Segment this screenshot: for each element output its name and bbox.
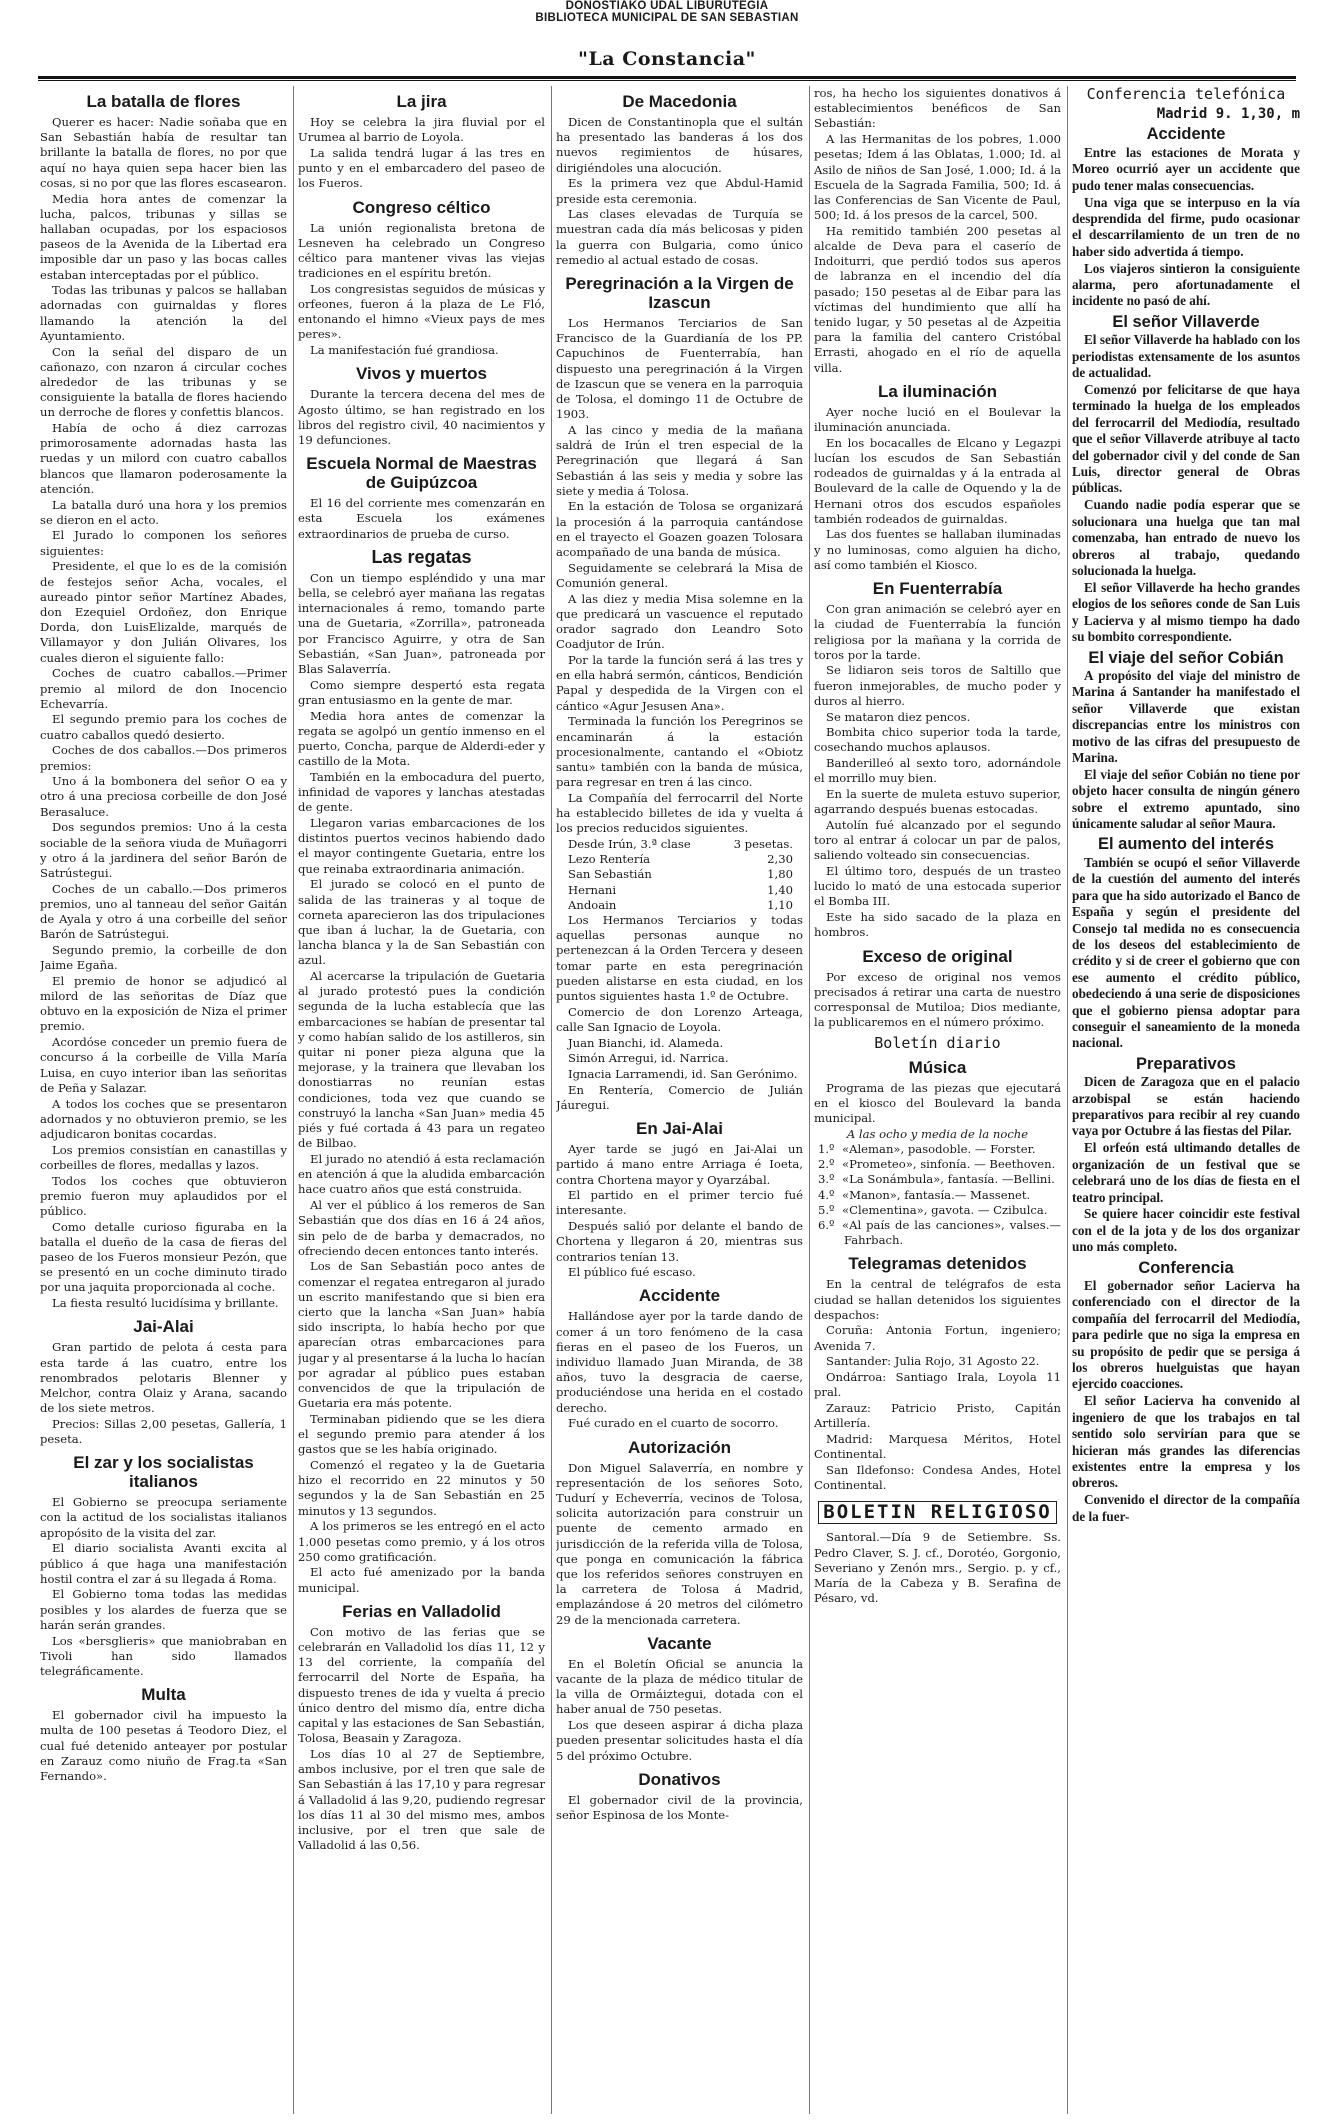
heading-accidente-telegram: Accidente xyxy=(1146,125,1226,144)
paragraph: Como siempre despertó esta regata gran entusiasmo en la gente de mar. xyxy=(298,677,545,707)
paragraph: Presidente, el que lo es de la comisión de festejos señor Acha, vocales, el aureado pintor señor Martínez Abades, don Ezequiel Ordoñez, don Enrique Dorda, don LuisElizalde, marqués de Villamayor y don Julián Olivares, los cuales dieron el siguiente fallo: xyxy=(40,559,287,665)
paragraph: El gobernador civil ha impuesto la multa de 100 pesetas á Teodoro Diez, el cual fué detenido anteayer por postular en Zarauz como niuño de Frag.ta «San Fernando». xyxy=(40,1708,287,1784)
fare-price: 1,80 xyxy=(767,867,793,882)
heading-en-jai-alai: En Jai-Alai xyxy=(636,1119,723,1139)
masthead xyxy=(0,0,1334,70)
paragraph: Los de San Sebastián poco antes de comenzar el regatea entregaron al jurado un escrito manifestando que si bien era cierto que la lancha «San Juan» había sido inscripta, lo había hecho por que aparecían otras embarcaciones para jugar y al presentarse á la lucha lo hacían por agradar al público pues estaban convencidos de que la tripulación de Guetaria era más potente. xyxy=(298,1259,545,1411)
paragraph: El Gobierno toma todas las medidas posibles y los alardes de fuerza que se harán serán grandes. xyxy=(40,1587,287,1632)
paragraph: Seguidamente se celebrará la Misa de Comunión general. xyxy=(556,560,803,590)
list-item xyxy=(814,1172,1061,1187)
paragraph: Gran partido de pelota á cesta para esta tarde á las cuatro, entre los renombrados pelotaris Blenner y Melchor, contra Olaiz y Arana, sacando de los siete metros. xyxy=(40,1340,287,1416)
heading-preparativos: Preparativos xyxy=(1136,1054,1236,1073)
paragraph: A todos los coches que se presentaron adornados y no obtuvieron premio, se les adjudicaron bonitas cocardas. xyxy=(40,1096,287,1141)
paragraph: Ondárroa: Santiago Irala, Loyola 11 pral. xyxy=(814,1370,1061,1400)
paragraph: El Jurado lo componen los señores siguientes: xyxy=(40,528,287,558)
paragraph: Convenido el director de la compañía de la fuer- xyxy=(1072,1492,1300,1524)
heading-vacante: Vacante xyxy=(647,1633,712,1653)
paragraph: Una viga que se interpuso en la vía desprendida del firme, pudo ocasionar el descarrilamiento de un tren de no haber sido advertida á tiempo. xyxy=(1072,194,1300,259)
paragraph: A propósito del viaje del ministro de Marina á Santander ha manifestado el señor Villaverde que existan discrepancias entre los ministros con motivo de las cifras del presupuesto de Marina. xyxy=(1072,667,1300,765)
list-item xyxy=(814,1188,1061,1203)
paragraph: Los «bersglieris» que maniobraban en Tivoli han sido llamados telegráficamente. xyxy=(40,1633,287,1678)
paragraph: Al acercarse la tripulación de Guetaria al jurado protestó pues la condición segunda de la lucha establecía que las embarcaciones se habían de presentar tal y como habían salido de los astilleros, sin quitar ni poner pieza alguna que la mejorase, y la trainera que llevaban los donostiarras no reunían estas condiciones, toda vez que cuando se construyó la lancha «San Juan» media 45 piés y fué cortada á 43 para un regateo de Bilbao. xyxy=(298,969,545,1151)
fare-price: 1,40 xyxy=(767,882,793,897)
paragraph: Autolín fué alcanzado por el segundo toro al entrar á colocar un par de palos, saliendo volteado sin consecuencias. xyxy=(814,817,1061,863)
paragraph: Por exceso de original nos vemos precisados á retirar una carta de nuestro corresponsal de Mutiloa; Dios mediante, la publicaremos en el número próximo. xyxy=(814,969,1061,1030)
item-number: 6.º xyxy=(818,1217,835,1232)
heading-donativos: Donativos xyxy=(638,1769,721,1789)
paragraph: Ha remitido también 200 pesetas al alcalde de Deva para el caserío de Indoiturri, que perdió todos sus aperos de labranza en el incendio del día pasado; 150 pesetas al de Eibar para las víctimas del hundimiento que allí ha tenido lugar, y 50 pesetas al de Azpeitia para la familia del cantero Cristóbal Errasti, ahogado en el río de aquella villa. xyxy=(814,223,1061,375)
paragraph: Se mataron diez pencos. xyxy=(826,709,971,724)
music-program xyxy=(814,1142,1061,1248)
paragraph: Dos segundos premios: Uno á la cesta sociable de la señora viuda de Muñagorri y otro á la jardinera del señor Barón de Satrústegui. xyxy=(40,820,287,880)
paragraph: Ignacia Larramendi, id. San Gerónimo. xyxy=(568,1066,798,1081)
paragraph: A las cinco y media de la mañana saldrá de Irún el tren especial de la Peregrinación que llegará á San Sebastián á las seis y media y sobre las siete y media á Tolosa. xyxy=(556,422,803,498)
paragraph: El Gobierno se preocupa seriamente con la actitud de los socialistas italianos apropósito de la visita del zar. xyxy=(40,1495,287,1540)
paragraph: Dicen de Zaragoza que en el palacio arzobispal se están haciendo preparativos para recibir al rey cuando vaya por Octubre á las fiestas del Pilar. xyxy=(1072,1074,1300,1139)
item-number: 5.º xyxy=(818,1202,835,1217)
paragraph: Se lidiaron seis toros de Saltillo que fueron inmejorables, de mucho poder y duros al hierro. xyxy=(814,663,1061,708)
paragraph: Con gran animación se celebró ayer en la ciudad de Fuenterrabía la función religiosa por la mañana y la corrida de toros por la tarde. xyxy=(814,602,1061,662)
column-2 xyxy=(298,86,545,2116)
column-4 xyxy=(814,86,1061,2116)
paragraph: En la central de telégrafos de esta ciudad se hallan detenidos los siguientes despachos: xyxy=(814,1277,1061,1322)
paragraph: Con la señal del disparo de un cañonazo, con nzaron á circular coches alrededor de las tribunas y se consiguiente la batalla de flores haciendo un derroche de flores y confettis blancos. xyxy=(40,344,287,420)
paragraph: Acordóse conceder un premio fuera de concurso á la corbeille de Villa María Luisa, en cuyo interior iban las señoritas de Peña y Salazar. xyxy=(40,1035,287,1095)
heading-ferias-valladolid: Ferias en Valladolid xyxy=(342,1601,501,1621)
paragraph: El jurado no atendió á esta reclamación en atención á que la aludida embarcación hace cuatro años que está construida. xyxy=(298,1151,545,1197)
music-time: A las ocho y media de la noche xyxy=(846,1126,1029,1141)
paragraph: Media hora antes de comenzar la lucha, palcos, tribunas y sillas se hallaban ocupadas, por los espaciosos paseos de la Avenida de la Libertad era imposible dar un paso y las bocas calles estaban interceptadas por el público. xyxy=(40,191,287,282)
heading-senor-villaverde: El señor Villaverde xyxy=(1112,312,1260,331)
paragraph: Precios: Sillas 2,00 pesetas, Gallería, 1 peseta. xyxy=(40,1416,287,1447)
heading-peregrinacion: Peregrinación a la Virgen de Izascun xyxy=(565,274,794,313)
column-1 xyxy=(40,86,287,2116)
heading-accidente: Accidente xyxy=(638,1286,721,1306)
heading-la-jira: La jira xyxy=(396,92,447,111)
paragraph: El viaje del señor Cobián no tiene por objeto hacer consulta de ningún género sobre el extremo apuntado, sino únicamente saludar al señor Maura. xyxy=(1072,766,1300,832)
item-text: «Manon», fantasía.— Massenet. xyxy=(842,1187,1031,1202)
paragraph: Querer es hacer: Nadie soñaba que en San Sebastián había de resultar tan brillante la batalla de flores, no por que aquí no haya quien sepa hacer bien las cosas, si no por que las flores escasearon. xyxy=(40,115,287,190)
paragraph: ros, ha hecho los siguientes donativos á establecimientos benéficos de San Sebastián: xyxy=(814,86,1061,131)
paragraph: También se ocupó el señor Villaverde de la cuestión del aumento del interés para que ha sido autorizado el Banco de España y según el presidente del Consejo tal medida no es consecuencia de los deseos del establecimiento de crédito y si de creer el gobierno que con ese aumento el crédito público, obedeciendo á una serie de disposiciones que el gobierno piensa adoptar para conseguir el saneamiento de la moneda nacional. xyxy=(1072,854,1300,1051)
paragraph: La manifestación fué grandiosa. xyxy=(310,343,499,358)
paragraph: Es la primera vez que Abdul-Hamid preside esta ceremonia. xyxy=(556,176,803,206)
column-divider xyxy=(551,86,552,2114)
paragraph: Los que deseen aspirar á dicha plaza pueden presentar solicitudes hasta el día 5 del próximo Octubre. xyxy=(556,1718,803,1763)
archive-line-1: DONOSTIAKO UDAL LIBURUTEGIA xyxy=(565,0,769,12)
paragraph: Todas las tribunas y palcos se hallaban adornadas con guirnaldas y flores llamando la atención la del Ayuntamiento. xyxy=(40,283,287,343)
paragraph: La Compañía del ferrocarril del Norte ha establecido billetes de ida y vuelta á los precios reducidos siguientes. xyxy=(556,790,803,836)
paragraph: Después salió por delante el bando de Chortena y llegaron á 20, mientras sus contrarios tenían 13. xyxy=(556,1219,803,1264)
fare-price: 3 pesetas. xyxy=(733,836,793,851)
heading-zar-socialistas: El zar y los socialistas italianos xyxy=(73,1453,254,1492)
paragraph: Este ha sido sacado de la plaza en hombros. xyxy=(814,910,1061,940)
heading-exceso-de-original: Exceso de original xyxy=(862,946,1013,966)
paragraph: Comercio de don Lorenzo Arteaga, calle San Ignacio de Loyola. xyxy=(556,1004,803,1034)
heading-aumento-interes: El aumento del interés xyxy=(1097,835,1275,854)
heading-autorizacion: Autorización xyxy=(628,1437,731,1457)
paragraph: Hallándose ayer por la tarde dando de comer á un toro fenómeno de la casa fieras en el paseo de los Fueros, un individuo llamado Juan Miranda, de 38 años, tuvo la desgracia de caerse, produciéndose una herida en el costado derecho. xyxy=(556,1309,803,1415)
item-number: 4.º xyxy=(818,1187,835,1202)
paragraph: San Ildefonso: Condesa Andes, Hotel Continental. xyxy=(814,1462,1061,1492)
list-item xyxy=(814,1142,1061,1157)
dateline: Madrid 9. 1,30, m xyxy=(1156,106,1300,122)
item-text: «La Sonámbula», fantasía. —Bellini. xyxy=(842,1172,1055,1187)
paragraph: Zarauz: Patricio Pristo, Capitán Artillería. xyxy=(814,1400,1061,1431)
column-divider xyxy=(809,86,810,2114)
heading-multa: Multa xyxy=(141,1685,186,1705)
heading-telegramas-detenidos: Telegramas detenidos xyxy=(848,1254,1027,1274)
fare-station: Hernani xyxy=(568,882,617,897)
paragraph: Con motivo de las ferias que se celebrarán en Valladolid los días 11, 12 y 13 del corriente, la compañía del ferrocarril del Norte de España, ha dispuesto trenes de ida y vuelta á precio único dentro del mismo día, entre dicha capital y las estaciones de San Sebastián, Tolosa, Beasain y Zaragoza. xyxy=(298,1624,545,1746)
column-divider xyxy=(293,86,294,2114)
paragraph: A las diez y media Misa solemne en la que predicará un vascuence el reputado orador sagrado don Leandro Soto Coadjutor de Irún. xyxy=(556,591,803,652)
heading-vivos-y-muertos: Vivos y muertos xyxy=(355,364,488,384)
item-text: «Aleman», pasodoble. — Forster. xyxy=(842,1141,1036,1156)
paragraph: El premio de honor se adjudicó al milord de las señoritas de Díaz que obtuvo en la exposición de Niza el primer premio. xyxy=(40,973,287,1034)
heading-viaje-cobian: El viaje del señor Cobián xyxy=(1088,648,1284,667)
paragraph: Los días 10 al 27 de Septiembre, ambos inclusive, por el tren que sale de San Sebastián á las 17,10 y para regresar á Valladolid á las 9,20, pudiendo regresar los días 11 al 30 del mismo mes, ambos inclusive, por el tren que sale de Valladolid á las 0,56. xyxy=(298,1747,545,1853)
paragraph: Con un tiempo espléndido y una mar bella, se celebró ayer mañana las regatas internacionales á remo, tomando parte una de Guetaria, «Zorrilla», patroneada por Francisco Aguirre, y otra de San Sebastián, «San Juan», patroneada por Blas Salaverría. xyxy=(298,570,545,676)
paragraph: Simón Arregui, id. Narrica. xyxy=(568,1051,729,1066)
paragraph: El gobernador civil de la provincia, señor Espinosa de los Monte- xyxy=(556,1792,803,1822)
paragraph: El diario socialista Avanti excita al público á que haga una manifestación hostil contra el zar á su llegada á Roma. xyxy=(40,1541,287,1586)
paragraph: Había de ocho á diez carrozas primorosamente adornadas hasta las ruedas y un milord con cuatro caballos blancos que llamaron poderosamente la atención. xyxy=(40,421,287,496)
heading-en-fuenterrabia: En Fuenterrabía xyxy=(872,579,1003,599)
paragraph: Ayer noche lució en el Boulevar la iluminación anunciada. xyxy=(814,404,1061,435)
item-text: «Al país de las canciones», valses.—Fahrbach. xyxy=(842,1217,1061,1248)
paragraph: El orfeón está ultimando detalles de organización de un festival que se celebrará uno de los días de fiesta en el teatro principal. xyxy=(1072,1140,1300,1205)
fare-station: San Sebastián xyxy=(568,867,652,882)
paragraph: Los Hermanos Terciarios de San Francisco de la Guardianía de los PP. Capuchinos de Fuenterrabía, han dispuesto una peregrinación á la Virgen de Izascun que se venera en la parroquia de Tolosa, el domingo 11 de Octubre de 1903. xyxy=(556,316,803,422)
paragraph: En la estación de Tolosa se organizará la procesión á la parroquia cantándose en el trayecto el Goazen goazen Tolosara acompañado de una banda de música. xyxy=(556,499,803,560)
fare-table xyxy=(556,837,803,913)
paragraph: Coches de un caballo.—Dos primeros premios, uno al tanneau del señor Gaitán de Ayala y otro á una corbeille del señor Barón de Satrústegui. xyxy=(40,881,287,942)
paragraph: Los congresistas seguidos de músicas y orfeones, fueron á la plaza de Le Fló, entonando el himno «Vieux pays de mes peres». xyxy=(298,281,545,342)
paragraph: Comenzó el regateo y la de Guetaria hizo el recorrido en 22 minutos y 50 segundos y la de San Sebastián en 25 minutos y 13 segundos. xyxy=(298,1458,545,1518)
paragraph: El último toro, después de un trasteo lucido lo mató de una estocada superior el Bomba III. xyxy=(814,864,1061,909)
paragraph: Coches de dos caballos.—Dos primeros premios: xyxy=(40,743,287,773)
paragraph: El señor Lacierva ha convenido al ingeniero de que los trabajos en tal sentido solo servirían para que se hicieran más grandes las diferencias existentes entre la empresa y los obreros. xyxy=(1072,1393,1300,1491)
paragraph: Bombita chico superior toda la tarde, cosechando muchos aplausos. xyxy=(814,725,1061,755)
heading-las-regatas: Las regatas xyxy=(371,546,472,567)
paragraph: Las clases elevadas de Turquía se muestran cada día más belicosas y piden la guerra con Bulgaria, como único remedio al actual estado de cosas. xyxy=(556,207,803,267)
paragraph: Santoral.—Día 9 de Setiembre. Ss. Pedro Claver, S. J. cf., Dorotéo, Gorgonio, Severiano y Zenón mrs., Sergio. p. y cf., María de la Cabeza y B. Serafina de Pésaro, vd. xyxy=(814,1530,1061,1606)
paragraph: En el Boletín Oficial se anuncia la vacante de la plaza de médico titular de la villa de Ormáiztegui, dotada con el haber anual de 750 pesetas. xyxy=(556,1656,803,1717)
heading-musica: Música xyxy=(908,1057,967,1077)
paragraph: Segundo premio, la corbeille de don Jaime Egaña. xyxy=(40,942,287,973)
paragraph: Santander: Julia Rojo, 31 Agosto 22. xyxy=(826,1354,1040,1369)
heading-conferencia-telefonica: Conferencia telefónica xyxy=(1086,86,1286,103)
paragraph: A las Hermanitas de los pobres, 1.000 pesetas; Idem á las Oblatas, 1.000; Id. al Asilo de niños de San José, 1.000; Id. á la Escuela de la Sagrada Familia, 500; Id. á las Conferencias de San Vicente de Paul, 500; Id. á los presos de la carcel, 500. xyxy=(814,132,1061,223)
item-number: 2.º xyxy=(818,1157,835,1172)
paragraph: Los premios consistían en canastillas y corbeilles de flores, medallas y lazos. xyxy=(40,1142,287,1172)
item-text: «Prometeo», sinfonía. — Beethoven. xyxy=(842,1157,1056,1172)
masthead-rule xyxy=(38,76,1296,81)
heading-escuela-normal: Escuela Normal de Maestras de Guipúzcoa xyxy=(306,454,537,493)
paragraph: El acto fué amenizado por la banda municipal. xyxy=(298,1565,545,1595)
paragraph: El señor Villaverde ha hecho grandes elogios de los señores conde de San Luis y Lacierva y al mismo tiempo ha dado su bombito correspondiente. xyxy=(1072,579,1300,645)
heading-de-macedonia: De Macedonia xyxy=(622,92,737,111)
newspaper-title: "La Constancia" xyxy=(578,48,756,70)
paragraph: Uno á la bombonera del señor O ea y otro á una preciosa corbeille de don José Berasaluce. xyxy=(40,774,287,819)
paragraph: Banderilleó al sexto toro, adornándole el morrillo muy bien. xyxy=(814,756,1061,786)
paragraph: El partido en el primer tercio fué interesante. xyxy=(556,1188,803,1218)
fare-station: Andoain xyxy=(568,897,617,912)
column-3 xyxy=(556,86,803,2116)
paragraph: También en la embocadura del puerto, infinidad de vapores y lanchas atestadas de gente. xyxy=(298,769,545,815)
paragraph: Fué curado en el cuarto de socorro. xyxy=(568,1416,779,1431)
archive-line-2: BIBLIOTECA MUNICIPAL DE SAN SEBASTIAN xyxy=(535,12,799,24)
paragraph: La unión regionalista bretona de Lesneven ha celebrado un Congreso céltico para mantener vivas las viejas tradiciones en el espíritu bretón. xyxy=(298,220,545,281)
list-item xyxy=(814,1203,1061,1218)
item-number: 1.º xyxy=(818,1141,835,1156)
fare-price: 2,30 xyxy=(767,852,793,867)
heading-boletin-diario: Boletín diario xyxy=(874,1034,1001,1053)
paragraph: La fiesta resultó lucidísima y brillante. xyxy=(52,1296,279,1311)
paragraph: El jurado se colocó en el punto de salida de las traineras y al toque de corneta aparecieron las dos tripulaciones que iban á luchar, la de Guetaria, con lancha blanca y la de San Sebastián con azul. xyxy=(298,877,545,968)
paragraph: En Rentería, Comercio de Julián Jáuregui. xyxy=(556,1082,803,1112)
paragraph: Juan Bianchi, id. Alameda. xyxy=(568,1035,724,1050)
paragraph: El 16 del corriente mes comenzarán en esta Escuela los exámenes extraordinarios de prueba de curso. xyxy=(298,496,545,541)
paragraph: El público fué escaso. xyxy=(568,1265,696,1280)
paragraph: Las dos fuentes se hallaban iluminadas y no luminosas, como alguien ha dicho, así como también el Kiosco. xyxy=(814,527,1061,572)
paragraph: En los bocacalles de Elcano y Legazpi lucían los escudos de San Sebastián rodeados de guirnaldas y á la entrada al Boulevard de la calle de Oquendo y la de Hernani otros dos escudos españoles también rodeados de guirnaldas. xyxy=(814,435,1061,526)
paragraph: Hoy se celebra la jira fluvial por el Urumea al barrio de Loyola. xyxy=(298,115,545,145)
fare-station: Desde Irún, 3.ª clase xyxy=(568,836,691,851)
paragraph: El segundo premio para los coches de cuatro caballos quedó desierto. xyxy=(40,712,287,742)
paragraph: Llegaron varias embarcaciones de los distintos puertos vecinos habiendo dado el mayor contingente Guetaria, entre los que reinaba extraordinaria animación. xyxy=(298,816,545,876)
paragraph: Los viajeros sintieron la consiguiente alarma, pero afortunadamente el incidente no pasó de ahí. xyxy=(1072,260,1300,309)
heading-batalla-de-flores: La batalla de flores xyxy=(86,92,241,111)
paragraph: Comenzó por felicitarse de que haya terminado la huelga de los empleados del ferrocarril del Mediodía, resultado que el señor Villaverde atribuye al tacto del gobernador civil y del conde de San Luis, director general de Obras públicas. xyxy=(1072,382,1300,496)
paragraph: Terminaban pidiendo que se les diera el segundo premio para atender á los gastos que se les había originado. xyxy=(298,1411,545,1457)
paragraph: Todos los coches que obtuvieron premio fueron muy aplaudidos por el público. xyxy=(40,1173,287,1218)
paragraph: El señor Villaverde ha hablado con los periodistas extensamente de los asuntos de actualidad. xyxy=(1072,332,1300,381)
paragraph: Durante la tercera decena del mes de Agosto último, se han registrado en los libros del registro civil, 40 nacimientos y 19 defunciones. xyxy=(298,387,545,447)
fare-station: Lezo Rentería xyxy=(568,852,651,867)
paragraph: Programa de las piezas que ejecutará en el kiosco del Boulevard la banda municipal. xyxy=(814,1080,1061,1125)
paragraph: Cuando nadie podía esperar que se solucionara una huelga que tan mal comenzaba, han entrado de nuevo los obreros al trabajo, quedando solucionada la huelga. xyxy=(1072,497,1300,578)
item-text: «Clementina», gavota. — Czibulca. xyxy=(842,1202,1048,1217)
paragraph: En la suerte de muleta estuvo superior, agarrando después buenas estocadas. xyxy=(814,787,1061,817)
column-5 xyxy=(1072,86,1300,2116)
paragraph: Los Hermanos Terciarios y todas aquellas personas aunque no pertenezcan á la Orden Tercera y deseen tomar parte en esta peregrinación pueden alistarse en esta ciudad, en los puntos siguientes hasta 1.º de Octubre. xyxy=(556,912,803,1003)
paragraph: Por la tarde la función será á las tres y en ella habrá sermón, cánticos, Bendición Papal y despedida de la Virgen con el cántico «Agur Jesusen Ana». xyxy=(556,653,803,713)
paragraph: Al ver el público á los remeros de San Sebastián que dos días en 16 á 24 años, sin pelo de de barba y demacrados, no ofreciendo decen entonces tanto interés. xyxy=(298,1198,545,1258)
heading-conferencia: Conferencia xyxy=(1138,1258,1234,1277)
paragraph: Coches de cuatro caballos.—Primer premio al milord de don Inocencio Echevarría. xyxy=(40,666,287,711)
paragraph: Media hora antes de comenzar la regata se agolpó un gentío inmenso en el puerto, Concha, parque de Alderdi-eder y castillo de la Mota. xyxy=(298,708,545,769)
paragraph: La salida tendrá lugar á las tres en punto y en el embarcadero del paseo de los Fueros. xyxy=(298,145,545,191)
paragraph: Como detalle curioso figuraba en la batalla el dueño de la casa de fieras del paseo de los Fueros monsieur Pezón, que se presentó en un coche diminuto tirado por una jaquita proporcionada al coche. xyxy=(40,1219,287,1295)
paragraph: Don Miguel Salaverría, en nombre y representación de los señores Soto, Tudurí y Echeverría, vecinos de Tolosa, solicita autorización para construir un puente de cemento armado en jurisdicción de la referida villa de Tolosa, que ponga en comunicación la fábrica que los referidos señores construyen en la carretera de Tolosa á Madrid, emplazándose á 20 metros del cilómetro 29 de la mencionada carretera. xyxy=(556,1460,803,1627)
paragraph: Dicen de Constantinopla que el sultán ha presentado las banderas á los dos nuevos regimientos de húsares, dirigiéndoles una alocución. xyxy=(556,115,803,175)
item-number: 3.º xyxy=(818,1172,835,1187)
list-item xyxy=(814,1218,1061,1248)
paragraph: El gobernador señor Lacierva ha conferenciado con el director de la compañía del ferrocarril del Mediodía, para pedirle que no siga la empresa en su propósito de pedir que se persiga á los obreros huelguistas que hayan ejercido coacciones. xyxy=(1072,1278,1300,1392)
paragraph: A los primeros se les entregó en el acto 1.000 pesetas como premio, y á los otros 250 como gratificación. xyxy=(298,1519,545,1564)
paragraph: Madrid: Marquesa Méritos, Hotel Continental. xyxy=(814,1431,1061,1462)
paragraph: La batalla duró una hora y los premios se dieron en el acto. xyxy=(40,497,287,527)
heading-jai-alai: Jai-Alai xyxy=(133,1317,194,1337)
paragraph: Se quiere hacer coincidir este festival con el de la jota y de los dos organizar uno más completo. xyxy=(1072,1206,1300,1255)
heading-congreso-celtico: Congreso céltico xyxy=(352,197,491,217)
paragraph: Entre las estaciones de Morata y Moreo ocurrió ayer un accidente que pudo tener malas consecuencias. xyxy=(1072,144,1300,193)
paragraph: Terminada la función los Peregrinos se encaminarán á la estación procesionalmente, cantando el «Obiotz santu» también con la banda de música, para regresar en tren á las cinco. xyxy=(556,714,803,790)
fare-price: 1,10 xyxy=(767,897,793,912)
heading-la-iluminacion: La iluminación xyxy=(877,381,998,401)
paragraph: Ayer tarde se jugó en Jai-Alai un partido á mano entre Arriaga é Ioeta, contra Chortena mayor y Oyarzábal. xyxy=(556,1142,803,1187)
list-item xyxy=(814,1157,1061,1172)
paragraph: Coruña: Antonia Fortun, ingeniero; Avenida 7. xyxy=(814,1323,1061,1353)
heading-boletin-religioso: BOLETIN RELIGIOSO xyxy=(818,1501,1057,1524)
column-divider xyxy=(1067,86,1068,2114)
